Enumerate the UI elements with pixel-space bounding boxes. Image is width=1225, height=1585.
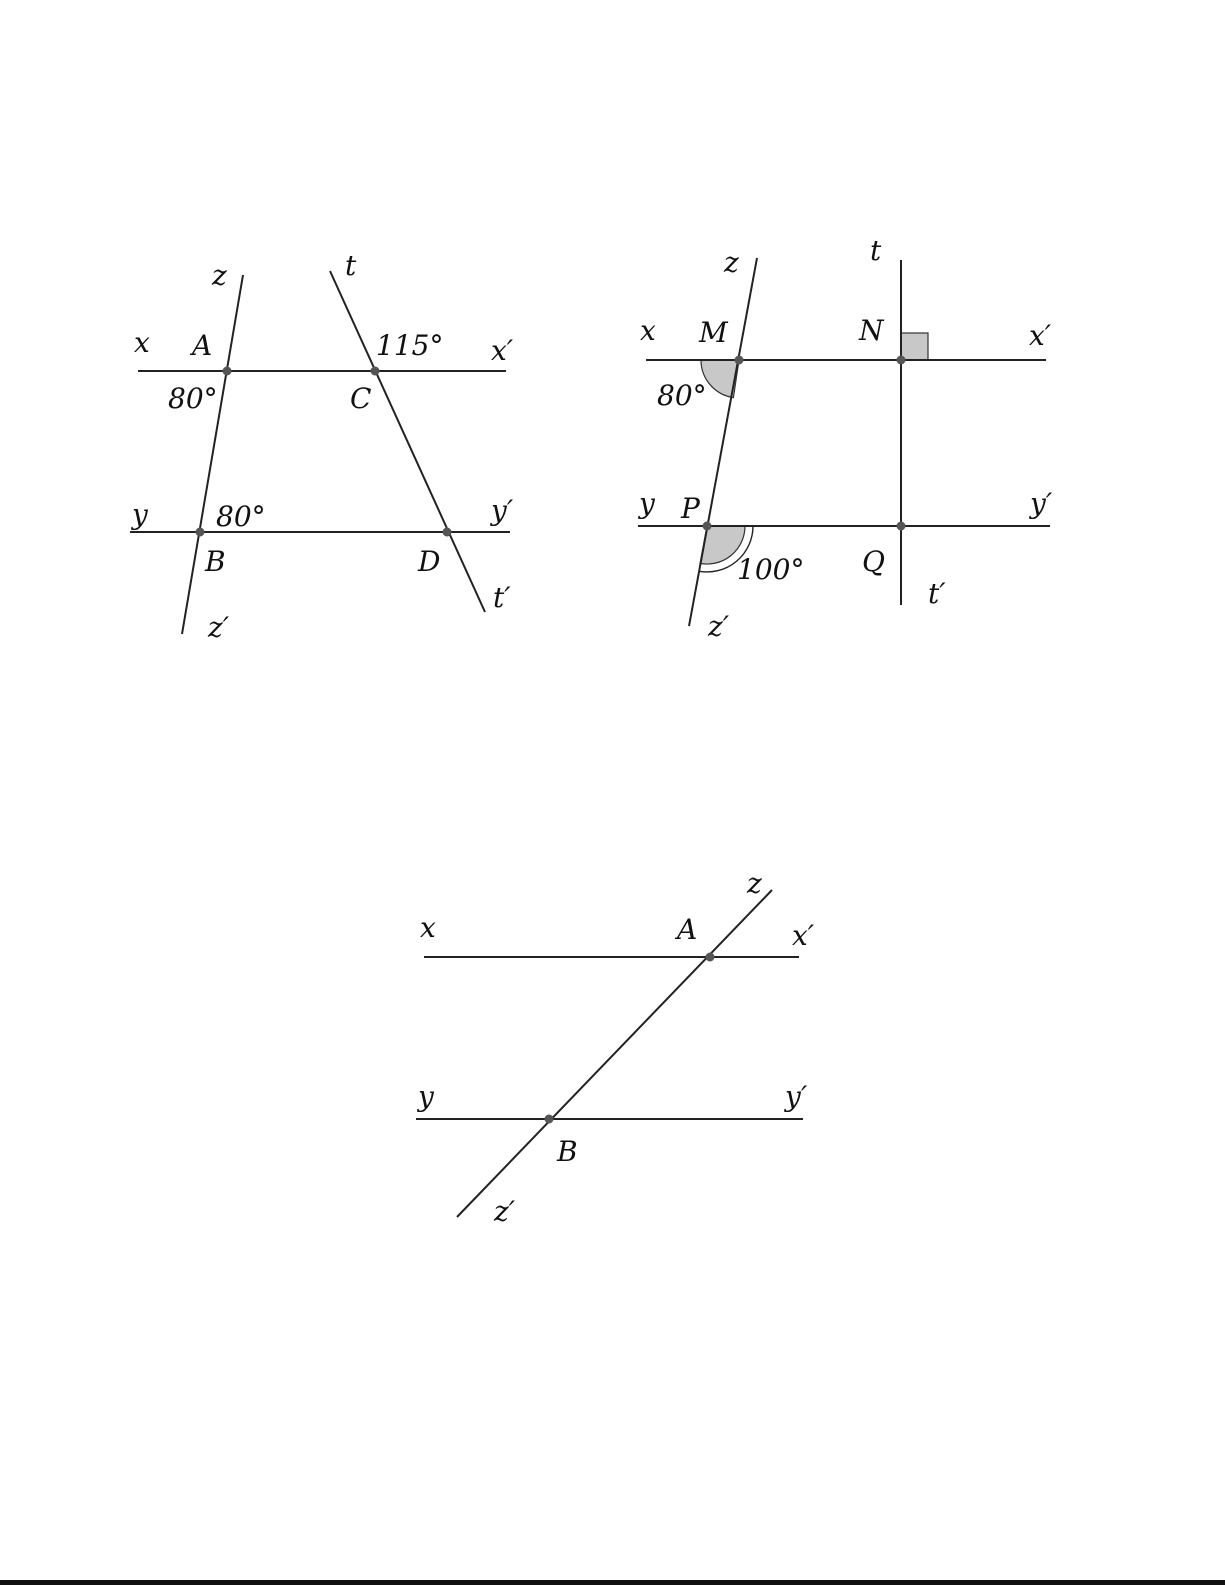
label-y-prime: y′ xyxy=(491,494,514,527)
label-t: t xyxy=(345,249,357,282)
point-D xyxy=(443,528,452,537)
line-zz-prime xyxy=(457,890,772,1217)
label-angle-C: 115° xyxy=(376,329,444,362)
label-point-N: N xyxy=(859,314,884,347)
label-point-B: B xyxy=(205,545,226,578)
figure-2 xyxy=(637,234,1053,643)
label-y-prime: y′ xyxy=(785,1080,808,1113)
label-x: x xyxy=(640,314,656,347)
angle-mark-M xyxy=(701,360,739,398)
label-x-prime: x′ xyxy=(792,919,815,952)
label-t-prime: t′ xyxy=(928,577,946,610)
page-bottom-rule xyxy=(0,1580,1225,1585)
label-z: z xyxy=(724,246,739,279)
label-point-D: D xyxy=(418,545,441,578)
point-A xyxy=(706,953,715,962)
point-P xyxy=(703,522,712,531)
label-angle-M: 80° xyxy=(657,379,707,412)
label-point-Q: Q xyxy=(862,545,885,578)
label-y: y xyxy=(418,1080,434,1113)
figure-3 xyxy=(416,867,815,1228)
label-angle-B: 80° xyxy=(216,500,266,533)
figure-1 xyxy=(130,249,514,644)
label-x-prime: x′ xyxy=(491,334,514,367)
label-t-prime: t′ xyxy=(493,581,511,614)
label-z-prime: z′ xyxy=(708,610,730,643)
label-point-A: A xyxy=(192,329,213,362)
label-x: x xyxy=(420,911,436,944)
point-A xyxy=(223,367,232,376)
point-B xyxy=(545,1115,554,1124)
point-N xyxy=(897,356,906,365)
label-point-A: A xyxy=(677,913,698,946)
label-x-prime: x′ xyxy=(1029,319,1052,352)
label-angle-A: 80° xyxy=(168,382,218,415)
point-C xyxy=(371,367,380,376)
label-point-M: M xyxy=(699,316,728,349)
label-y: y xyxy=(639,487,655,520)
label-point-C: C xyxy=(350,382,372,415)
point-M xyxy=(735,356,744,365)
label-z: z xyxy=(212,259,227,292)
point-Q xyxy=(897,522,906,531)
label-z: z xyxy=(747,867,762,900)
label-point-P: P xyxy=(681,492,700,525)
label-y: y xyxy=(132,498,148,531)
label-angle-P: 100° xyxy=(737,553,805,586)
right-angle-mark-N xyxy=(901,333,928,360)
label-x: x xyxy=(134,326,150,359)
label-z-prime: z′ xyxy=(208,611,230,644)
label-y-prime: y′ xyxy=(1030,487,1053,520)
point-B xyxy=(196,528,205,537)
label-z-prime: z′ xyxy=(494,1195,516,1228)
label-t: t xyxy=(870,234,882,267)
label-point-B: B xyxy=(557,1135,578,1168)
line-tt-prime xyxy=(330,271,485,612)
